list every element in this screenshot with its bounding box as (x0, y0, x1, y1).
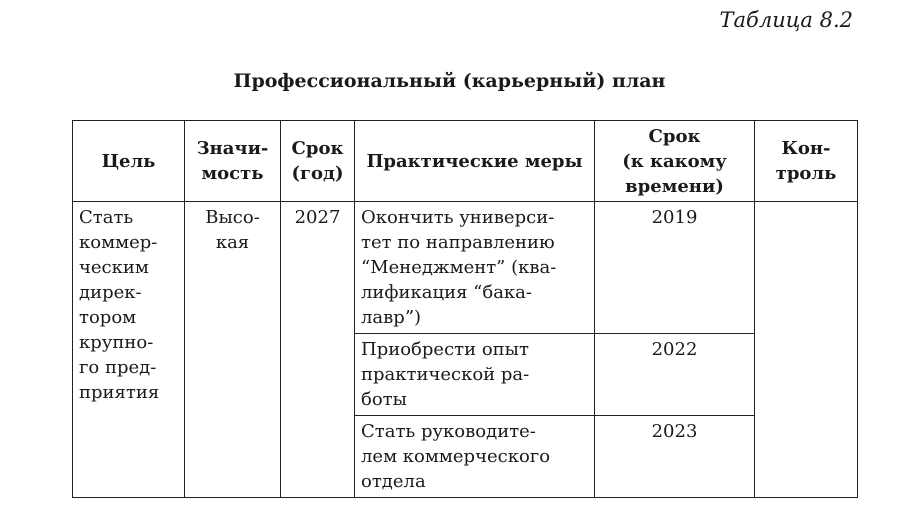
career-plan-table (72, 120, 858, 498)
table-row (73, 202, 858, 334)
header-importance: Значи- мость (185, 121, 281, 202)
cell-deadline-3: 2023 (595, 416, 755, 498)
cell-measure-2: Приобрести опыт практической ра- боты (355, 334, 595, 416)
header-measures: Практические меры (355, 121, 595, 202)
table-title: Профессиональный (карьерный) план (233, 70, 666, 92)
cell-term-year: 2027 (281, 202, 355, 498)
header-deadline: Срок (к какому времени) (595, 121, 755, 202)
cell-goal: Стать коммер- ческим дирек- тором крупно- го пред- приятия (73, 202, 185, 498)
cell-deadline-2: 2022 (595, 334, 755, 416)
header-control: Кон- троль (755, 121, 858, 202)
header-goal: Цель (73, 121, 185, 202)
cell-deadline-1: 2019 (595, 202, 755, 334)
cell-importance: Высо- кая (185, 202, 281, 498)
header-row (73, 121, 858, 202)
table-caption: Таблица 8.2 (719, 8, 853, 32)
cell-measure-3: Стать руководите- лем коммерческого отдела (355, 416, 595, 498)
header-term-year: Срок (год) (281, 121, 355, 202)
cell-measure-1: Окончить универси- тет по направлению “Менеджмент” (ква- лификация “бака- лавр”) (355, 202, 595, 334)
cell-control (755, 202, 858, 498)
